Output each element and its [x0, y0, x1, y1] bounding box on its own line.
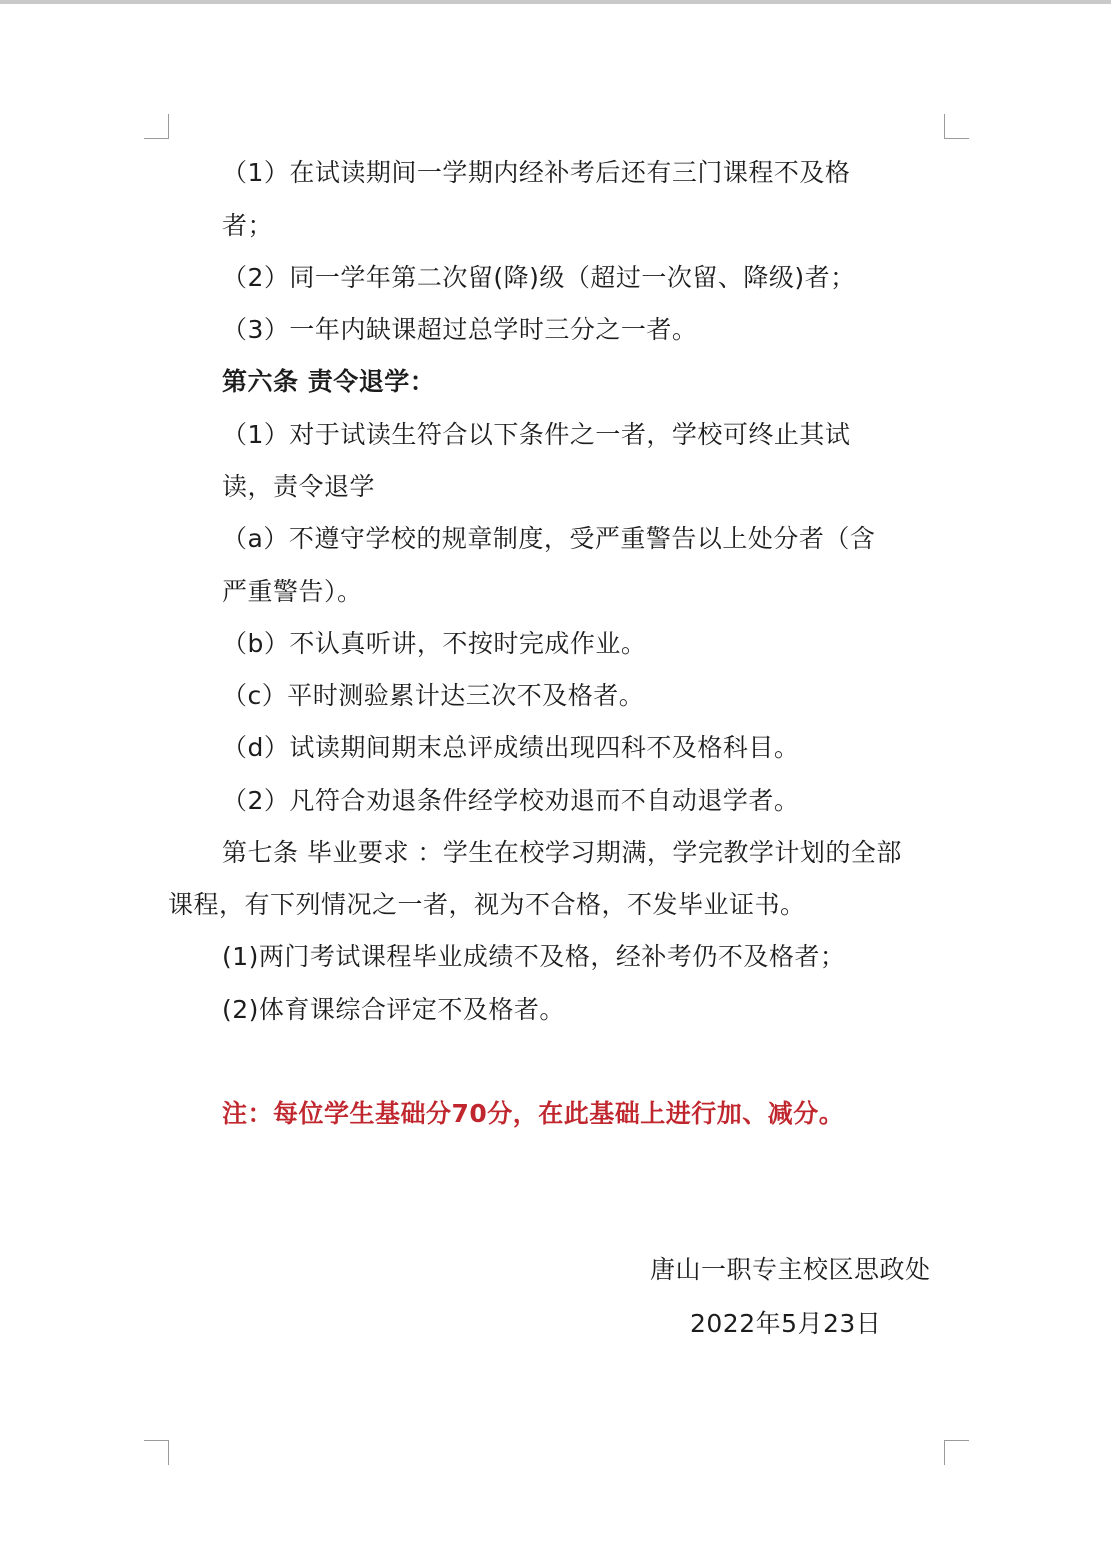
crop-mark-bottom-right [944, 1440, 969, 1465]
top-border [0, 0, 1111, 4]
score-note: 注：每位学生基础分70分，在此基础上进行加、减分。 [222, 1099, 845, 1128]
article-6-item-2: （2）凡符合劝退条件经学校劝退而不自动退学者。 [222, 786, 800, 815]
article-6-item-1: （1）对于试读生符合以下条件之一者，学校可终止其试 [222, 420, 851, 449]
article-6-item-1-cont: 读，责令退学 [222, 472, 376, 501]
issue-date: 2022年5月23日 [690, 1309, 882, 1338]
clause-item-1-cont: 者； [222, 211, 274, 240]
crop-mark-top-right [944, 114, 969, 139]
clause-item-1: （1）在试读期间一学期内经补考后还有三门课程不及格 [222, 158, 851, 187]
article-6-item-c: （c）平时测验累计达三次不及格者。 [222, 681, 645, 710]
article-7-item-1: (1)两门考试课程毕业成绩不及格，经补考仍不及格者； [222, 942, 846, 971]
article-6-item-a: （a）不遵守学校的规章制度，受严重警告以上处分者（含 [222, 524, 876, 553]
clause-item-2: （2）同一学年第二次留(降)级（超过一次留、降级)者； [222, 263, 856, 292]
crop-mark-top-left [144, 114, 169, 139]
article-6-item-b: （b）不认真听讲，不按时完成作业。 [222, 629, 647, 658]
article-6-heading: 第六条 责令退学： [222, 367, 436, 396]
article-7-item-2: (2)体育课综合评定不及格者。 [222, 995, 565, 1024]
clause-item-3: （3）一年内缺课超过总学时三分之一者。 [222, 315, 698, 344]
crop-mark-bottom-left [144, 1440, 169, 1465]
issuer-signature: 唐山一职专主校区思政处 [650, 1255, 931, 1284]
article-7-text-cont: 课程，有下列情况之一者，视为不合格，不发毕业证书。 [168, 890, 806, 919]
article-7-heading: 第七条 毕业要求 ：学生在校学习期满，学完教学计划的全部 [222, 838, 902, 867]
article-6-item-a-cont: 严重警告）。 [222, 577, 363, 606]
article-6-item-d: （d）试读期间期末总评成绩出现四科不及格科目。 [222, 733, 800, 762]
